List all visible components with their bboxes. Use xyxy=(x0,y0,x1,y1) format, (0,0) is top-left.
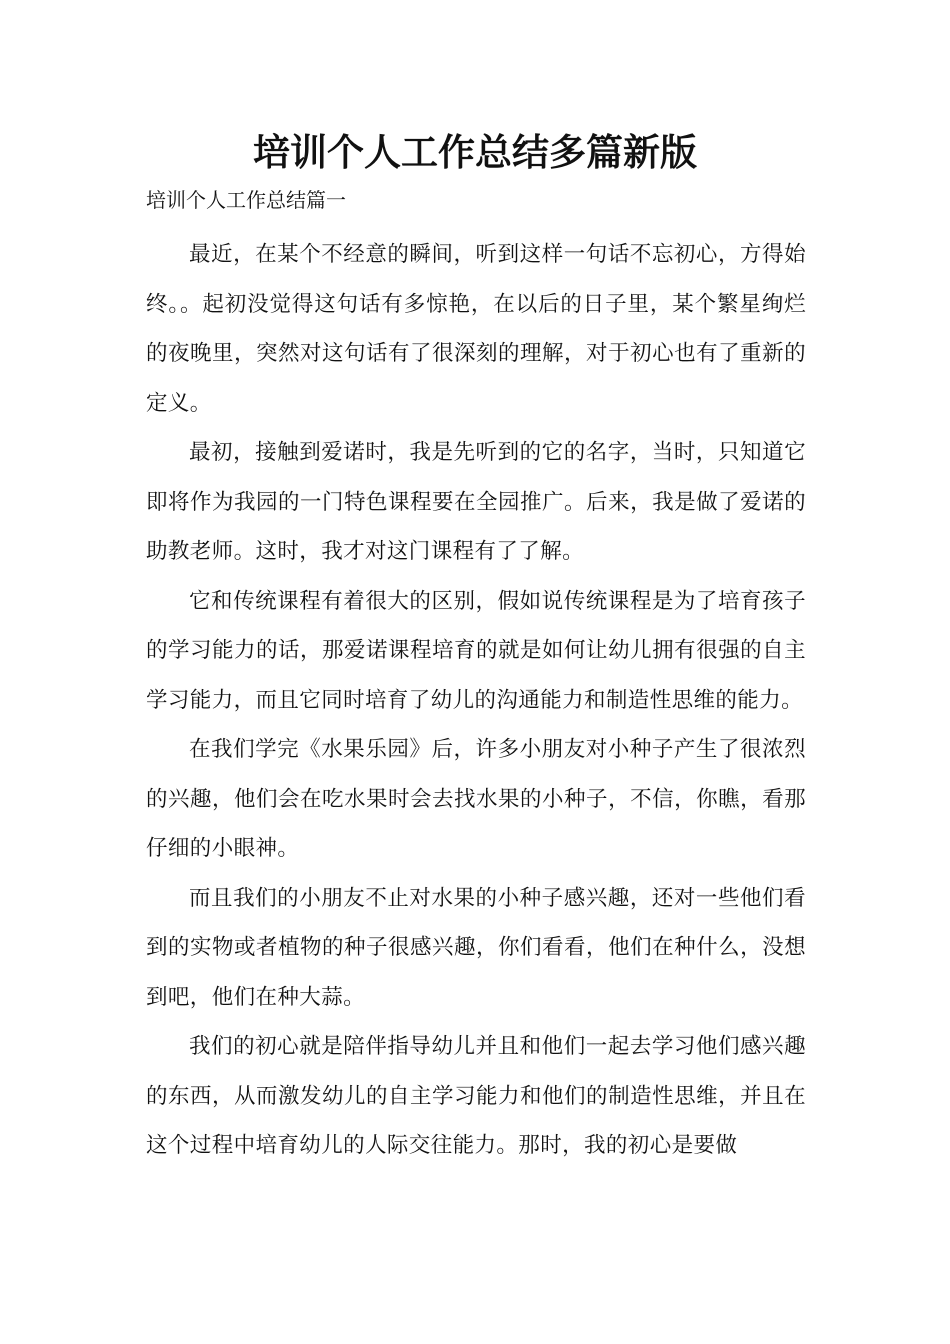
paragraph-5: 而且我们的小朋友不止对水果的小种子感兴趣，还对一些他们看到的实物或者植物的种子很感兴趣，你们看看，他们在种什么，没想到吧，他们在种大蒜。 xyxy=(146,885,806,1010)
section-heading: 培训个人工作总结篇一 xyxy=(146,188,346,212)
document-title: 培训个人工作总结多篇新版 xyxy=(253,131,697,174)
paragraph-3: 它和传统课程有着很大的区别，假如说传统课程是为了培育孩子的学习能力的话，那爱诺课程培育的就是如何让幼儿拥有很强的自主学习能力，而且它同时培育了幼儿的沟通能力和制造性思维的能力。 xyxy=(146,588,806,713)
paragraph-4: 在我们学完《水果乐园》后，许多小朋友对小种子产生了很浓烈的兴趣，他们会在吃水果时会去找水果的小种子，不信，你瞧，看那仔细的小眼神。 xyxy=(146,737,806,861)
paragraph-6: 我们的初心就是陪伴指导幼儿并且和他们一起去学习他们感兴趣的东西，从而激发幼儿的自主学习能力和他们的制造性思维，并且在这个过程中培育幼儿的人际交往能力。那时，我的初心是要做 xyxy=(146,1034,806,1158)
paragraph-1: 最近，在某个不经意的瞬间，听到这样一句话不忘初心，方得始终。。起初没觉得这句话有多惊艳，在以后的日子里，某个繁星绚烂的夜晚里，突然对这句话有了很深刻的理解，对于初心也有了重新的定义。 xyxy=(146,242,806,416)
document-body xyxy=(146,230,806,1171)
paragraph-2: 最初，接触到爱诺时，我是先听到的它的名字，当时，只知道它即将作为我园的一门特色课程要在全园推广。后来，我是做了爱诺的助教老师。这时，我才对这门课程有了了解。 xyxy=(146,440,806,564)
